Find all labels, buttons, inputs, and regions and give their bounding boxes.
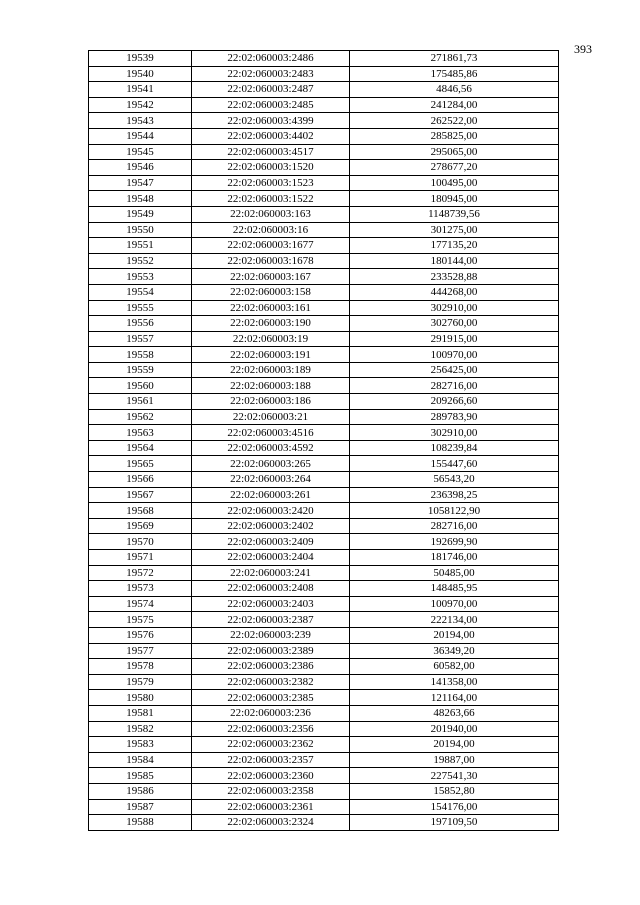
cadastral-value-cell: 175485,86	[350, 66, 559, 82]
cadastral-number-cell: 22:02:060003:2487	[192, 82, 350, 98]
table-row	[89, 144, 559, 160]
cadastral-value-cell: 48263,66	[350, 705, 559, 721]
table-row	[89, 331, 559, 347]
row-number-cell: 19541	[89, 82, 192, 98]
row-number-cell: 19574	[89, 596, 192, 612]
table-row	[89, 487, 559, 503]
table-row	[89, 565, 559, 581]
cadastral-value-cell: 278677,20	[350, 160, 559, 176]
cadastral-value-cell: 180945,00	[350, 191, 559, 207]
table-row	[89, 550, 559, 566]
cadastral-number-cell: 22:02:060003:2485	[192, 97, 350, 113]
table-row	[89, 222, 559, 238]
row-number-cell: 19559	[89, 362, 192, 378]
cadastral-value-cell: 20194,00	[350, 627, 559, 643]
cadastral-value-cell: 209266,60	[350, 394, 559, 410]
table-row	[89, 51, 559, 67]
cadastral-value-cell: 233528,88	[350, 269, 559, 285]
table-row	[89, 534, 559, 550]
row-number-cell: 19548	[89, 191, 192, 207]
cadastral-value-cell: 19887,00	[350, 752, 559, 768]
row-number-cell: 19551	[89, 238, 192, 254]
cadastral-value-cell: 302910,00	[350, 425, 559, 441]
row-number-cell: 19542	[89, 97, 192, 113]
cadastral-value-cell: 444268,00	[350, 284, 559, 300]
cadastral-number-cell: 22:02:060003:264	[192, 472, 350, 488]
table-row	[89, 503, 559, 519]
cadastral-value-cell: 282716,00	[350, 378, 559, 394]
table-row	[89, 690, 559, 706]
cadastral-value-cell: 4846,56	[350, 82, 559, 98]
cadastral-value-cell: 295065,00	[350, 144, 559, 160]
table-row	[89, 378, 559, 394]
cadastral-number-cell: 22:02:060003:2486	[192, 51, 350, 67]
table-row	[89, 409, 559, 425]
cadastral-value-cell: 100970,00	[350, 596, 559, 612]
row-number-cell: 19588	[89, 815, 192, 831]
table-row	[89, 425, 559, 441]
table-row	[89, 705, 559, 721]
cadastral-number-cell: 22:02:060003:239	[192, 627, 350, 643]
table-row	[89, 82, 559, 98]
cadastral-value-cell: 60582,00	[350, 659, 559, 675]
table-row	[89, 440, 559, 456]
table-row	[89, 113, 559, 129]
cadastral-number-cell: 22:02:060003:2360	[192, 768, 350, 784]
table-row	[89, 316, 559, 332]
cadastral-number-cell: 22:02:060003:1523	[192, 175, 350, 191]
cadastral-value-cell: 285825,00	[350, 128, 559, 144]
cadastral-value-cell: 227541,30	[350, 768, 559, 784]
cadastral-number-cell: 22:02:060003:4399	[192, 113, 350, 129]
cadastral-number-cell: 22:02:060003:2382	[192, 674, 350, 690]
cadastral-value-cell: 100495,00	[350, 175, 559, 191]
table-row	[89, 815, 559, 831]
cadastral-number-cell: 22:02:060003:2356	[192, 721, 350, 737]
row-number-cell: 19582	[89, 721, 192, 737]
table-row	[89, 627, 559, 643]
cadastral-value-cell: 1058122,90	[350, 503, 559, 519]
cadastral-number-cell: 22:02:060003:167	[192, 269, 350, 285]
cadastral-value-cell: 282716,00	[350, 518, 559, 534]
cadastral-value-cell: 271861,73	[350, 51, 559, 67]
cadastral-number-cell: 22:02:060003:163	[192, 206, 350, 222]
row-number-cell: 19563	[89, 425, 192, 441]
table-row	[89, 394, 559, 410]
row-number-cell: 19556	[89, 316, 192, 332]
cadastral-number-cell: 22:02:060003:2389	[192, 643, 350, 659]
cadastral-value-cell: 154176,00	[350, 799, 559, 815]
row-number-cell: 19558	[89, 347, 192, 363]
row-number-cell: 19565	[89, 456, 192, 472]
cadastral-number-cell: 22:02:060003:2357	[192, 752, 350, 768]
row-number-cell: 19540	[89, 66, 192, 82]
cadastral-value-cell: 262522,00	[350, 113, 559, 129]
table-row	[89, 768, 559, 784]
row-number-cell: 19578	[89, 659, 192, 675]
cadastral-number-cell: 22:02:060003:158	[192, 284, 350, 300]
cadastral-number-cell: 22:02:060003:2358	[192, 783, 350, 799]
cadastral-number-cell: 22:02:060003:4592	[192, 440, 350, 456]
cadastral-number-cell: 22:02:060003:2361	[192, 799, 350, 815]
row-number-cell: 19562	[89, 409, 192, 425]
row-number-cell: 19570	[89, 534, 192, 550]
row-number-cell: 19552	[89, 253, 192, 269]
cadastral-value-cell: 201940,00	[350, 721, 559, 737]
row-number-cell: 19549	[89, 206, 192, 222]
row-number-cell: 19550	[89, 222, 192, 238]
cadastral-value-cell: 177135,20	[350, 238, 559, 254]
cadastral-value-cell: 301275,00	[350, 222, 559, 238]
table-row	[89, 284, 559, 300]
table-row	[89, 191, 559, 207]
cadastral-value-cell: 20194,00	[350, 737, 559, 753]
cadastral-value-cell: 141358,00	[350, 674, 559, 690]
row-number-cell: 19561	[89, 394, 192, 410]
cadastral-number-cell: 22:02:060003:241	[192, 565, 350, 581]
table-row	[89, 456, 559, 472]
cadastral-number-cell: 22:02:060003:4402	[192, 128, 350, 144]
table-row	[89, 721, 559, 737]
cadastral-number-cell: 22:02:060003:188	[192, 378, 350, 394]
table-row	[89, 737, 559, 753]
cadastral-number-cell: 22:02:060003:21	[192, 409, 350, 425]
cadastral-number-cell: 22:02:060003:1677	[192, 238, 350, 254]
cadastral-number-cell: 22:02:060003:2420	[192, 503, 350, 519]
table-row	[89, 659, 559, 675]
row-number-cell: 19543	[89, 113, 192, 129]
cadastral-number-cell: 22:02:060003:236	[192, 705, 350, 721]
cadastral-value-cell: 291915,00	[350, 331, 559, 347]
cadastral-value-cell: 56543,20	[350, 472, 559, 488]
cadastral-number-cell: 22:02:060003:16	[192, 222, 350, 238]
table-row	[89, 128, 559, 144]
cadastral-value-cell: 302910,00	[350, 300, 559, 316]
table-row	[89, 97, 559, 113]
cadastral-number-cell: 22:02:060003:2387	[192, 612, 350, 628]
table-row	[89, 674, 559, 690]
cadastral-number-cell: 22:02:060003:265	[192, 456, 350, 472]
cadastral-number-cell: 22:02:060003:161	[192, 300, 350, 316]
cadastral-number-cell: 22:02:060003:191	[192, 347, 350, 363]
cadastral-number-cell: 22:02:060003:2402	[192, 518, 350, 534]
row-number-cell: 19577	[89, 643, 192, 659]
row-number-cell: 19557	[89, 331, 192, 347]
row-number-cell: 19586	[89, 783, 192, 799]
cadastral-value-cell: 197109,50	[350, 815, 559, 831]
cadastral-number-cell: 22:02:060003:2408	[192, 581, 350, 597]
cadastral-number-cell: 22:02:060003:2324	[192, 815, 350, 831]
cadastral-number-cell: 22:02:060003:261	[192, 487, 350, 503]
cadastral-number-cell: 22:02:060003:2386	[192, 659, 350, 675]
table-row	[89, 300, 559, 316]
cadastral-value-cell: 1148739,56	[350, 206, 559, 222]
table-row	[89, 206, 559, 222]
row-number-cell: 19564	[89, 440, 192, 456]
row-number-cell: 19568	[89, 503, 192, 519]
cadastral-number-cell: 22:02:060003:1520	[192, 160, 350, 176]
table-row	[89, 347, 559, 363]
cadastral-number-cell: 22:02:060003:1522	[192, 191, 350, 207]
cadastral-number-cell: 22:02:060003:4516	[192, 425, 350, 441]
table-row	[89, 596, 559, 612]
table-row	[89, 799, 559, 815]
table-row	[89, 160, 559, 176]
cadastral-number-cell: 22:02:060003:2403	[192, 596, 350, 612]
row-number-cell: 19584	[89, 752, 192, 768]
page-number: 393	[574, 42, 592, 56]
table-row	[89, 752, 559, 768]
table-row	[89, 269, 559, 285]
row-number-cell: 19539	[89, 51, 192, 67]
cadastral-value-cell: 222134,00	[350, 612, 559, 628]
cadastral-number-cell: 22:02:060003:19	[192, 331, 350, 347]
row-number-cell: 19547	[89, 175, 192, 191]
row-number-cell: 19581	[89, 705, 192, 721]
cadastral-value-cell: 50485,00	[350, 565, 559, 581]
row-number-cell: 19572	[89, 565, 192, 581]
cadastral-number-cell: 22:02:060003:2404	[192, 550, 350, 566]
cadastral-number-cell: 22:02:060003:1678	[192, 253, 350, 269]
cadastral-value-cell: 155447,60	[350, 456, 559, 472]
row-number-cell: 19575	[89, 612, 192, 628]
row-number-cell: 19585	[89, 768, 192, 784]
row-number-cell: 19566	[89, 472, 192, 488]
row-number-cell: 19569	[89, 518, 192, 534]
row-number-cell: 19544	[89, 128, 192, 144]
table-row	[89, 238, 559, 254]
cadastral-number-cell: 22:02:060003:2362	[192, 737, 350, 753]
table-row	[89, 362, 559, 378]
cadastral-value-cell: 180144,00	[350, 253, 559, 269]
cadastral-number-cell: 22:02:060003:2483	[192, 66, 350, 82]
cadastral-value-cell: 121164,00	[350, 690, 559, 706]
row-number-cell: 19579	[89, 674, 192, 690]
cadastral-value-cell: 236398,25	[350, 487, 559, 503]
row-number-cell: 19567	[89, 487, 192, 503]
table-row	[89, 175, 559, 191]
cadastral-value-cell: 241284,00	[350, 97, 559, 113]
table-row	[89, 518, 559, 534]
cadastral-value-cell: 100970,00	[350, 347, 559, 363]
cadastral-value-table	[88, 50, 559, 831]
cadastral-number-cell: 22:02:060003:2385	[192, 690, 350, 706]
row-number-cell: 19560	[89, 378, 192, 394]
table-row	[89, 612, 559, 628]
cadastral-value-cell: 302760,00	[350, 316, 559, 332]
row-number-cell: 19553	[89, 269, 192, 285]
cadastral-value-cell: 36349,20	[350, 643, 559, 659]
row-number-cell: 19554	[89, 284, 192, 300]
table-row	[89, 472, 559, 488]
row-number-cell: 19583	[89, 737, 192, 753]
table-row	[89, 66, 559, 82]
row-number-cell: 19580	[89, 690, 192, 706]
cadastral-value-cell: 289783,90	[350, 409, 559, 425]
cadastral-value-cell: 256425,00	[350, 362, 559, 378]
row-number-cell: 19576	[89, 627, 192, 643]
table-row	[89, 643, 559, 659]
row-number-cell: 19555	[89, 300, 192, 316]
row-number-cell: 19546	[89, 160, 192, 176]
cadastral-number-cell: 22:02:060003:2409	[192, 534, 350, 550]
row-number-cell: 19571	[89, 550, 192, 566]
cadastral-value-cell: 192699,90	[350, 534, 559, 550]
cadastral-value-cell: 108239,84	[350, 440, 559, 456]
cadastral-number-cell: 22:02:060003:4517	[192, 144, 350, 160]
cadastral-number-cell: 22:02:060003:189	[192, 362, 350, 378]
cadastral-value-cell: 181746,00	[350, 550, 559, 566]
cadastral-number-cell: 22:02:060003:186	[192, 394, 350, 410]
table-body	[89, 51, 559, 831]
row-number-cell: 19573	[89, 581, 192, 597]
table-row	[89, 253, 559, 269]
table-row	[89, 581, 559, 597]
table-row	[89, 783, 559, 799]
cadastral-value-cell: 15852,80	[350, 783, 559, 799]
cadastral-number-cell: 22:02:060003:190	[192, 316, 350, 332]
cadastral-value-cell: 148485,95	[350, 581, 559, 597]
row-number-cell: 19545	[89, 144, 192, 160]
row-number-cell: 19587	[89, 799, 192, 815]
